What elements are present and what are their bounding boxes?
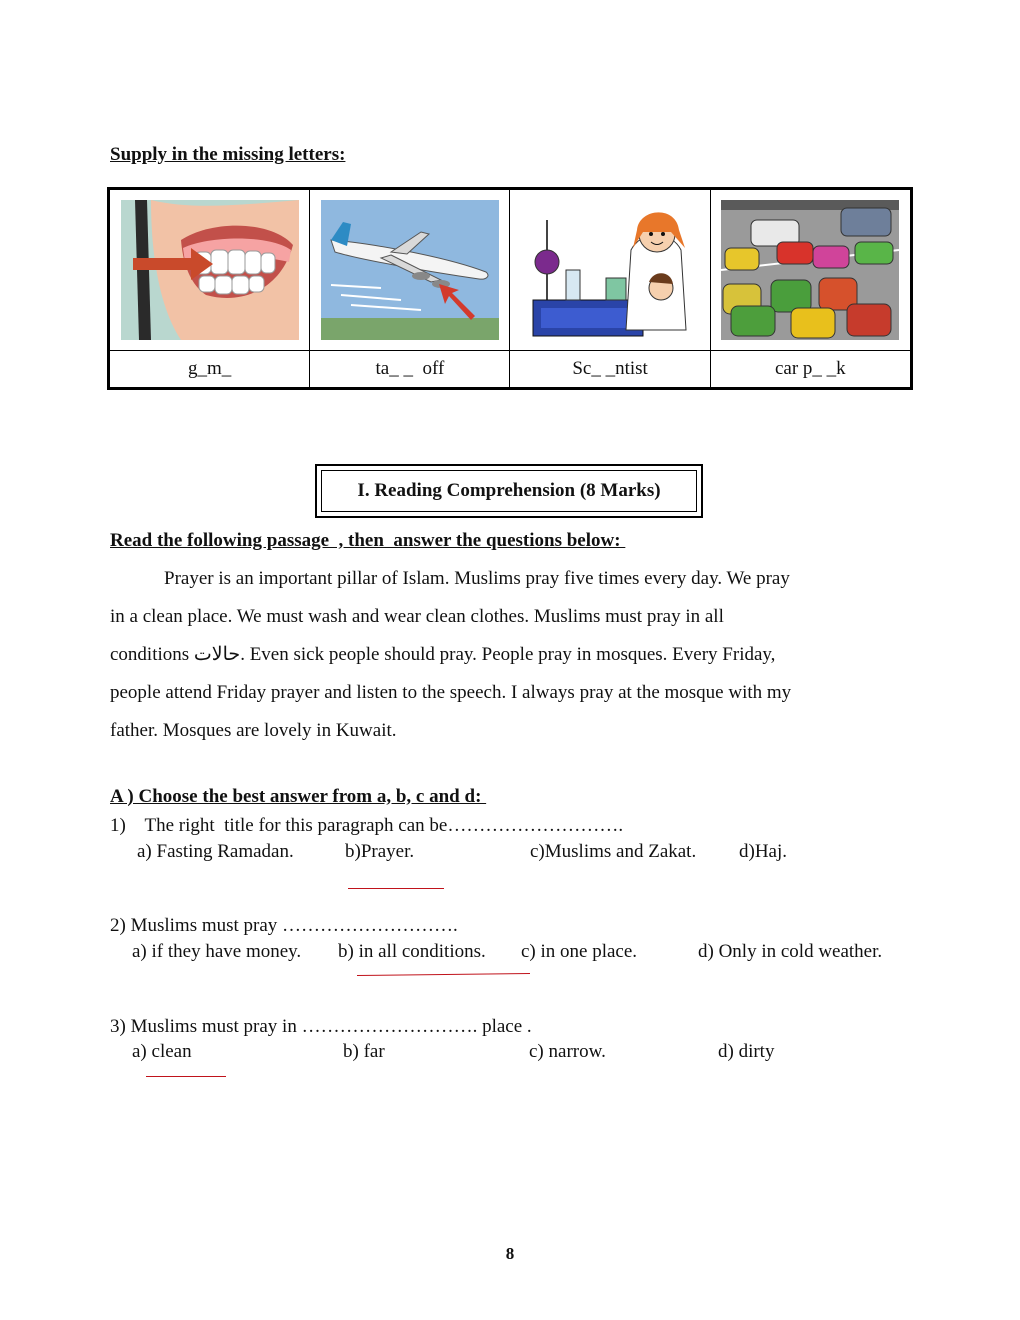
word-cell-4: [710, 351, 911, 389]
word-cell-1: [109, 351, 310, 389]
airplane-icon: [321, 200, 499, 340]
picture-cell-car-park: [710, 189, 911, 351]
missing-word: ta_ _ off: [375, 358, 445, 379]
picture-cell-gum: [109, 189, 310, 351]
missing-word: g_m_: [188, 358, 232, 379]
question-2-stem: 2) Muslims must pray ……………………….: [110, 915, 458, 936]
question-2-option-b: b) in all conditions.: [338, 941, 486, 962]
question-3-option-c: c) narrow.: [529, 1041, 606, 1062]
question-3-option-b: b) far: [343, 1041, 385, 1062]
missing-letters-heading: Supply in the missing letters:: [110, 144, 346, 165]
part-a-heading: A ) Choose the best answer from a, b, c and d:: [110, 786, 487, 807]
word-cell-3: [510, 351, 710, 389]
reading-section-title: I. Reading Comprehension (8 Marks): [321, 470, 697, 512]
missing-word: car p_ _k: [774, 358, 846, 379]
question-2-option-d: d) Only in cold weather.: [698, 941, 883, 962]
passage-line: people attend Friday prayer and listen to the speech. I always pray at the mosque with my: [110, 682, 792, 703]
passage-line: Prayer is an important pillar of Islam. Muslims pray five times every day. We pray: [164, 568, 790, 589]
reading-passage: [110, 560, 910, 750]
word-cell-2: [310, 351, 510, 389]
picture-word-table: [107, 187, 913, 390]
reading-instruction: Read the following passage , then answer the questions below:: [110, 530, 626, 551]
missing-word: Sc_ _ntist: [572, 358, 648, 379]
page-number: 8: [505, 1244, 515, 1263]
question-2-option-a: a) if they have money.: [132, 941, 302, 962]
car-park-icon: [721, 200, 899, 340]
question-2-option-c: c) in one place.: [521, 941, 638, 962]
question-1-stem: 1) The right title for this paragraph can be……………………….: [110, 815, 624, 836]
question-1-option-a: a) Fasting Ramadan.: [137, 841, 294, 862]
passage-line: father. Mosques are lovely in Kuwait.: [110, 720, 397, 741]
reading-section-title-box: [315, 464, 703, 518]
question-3-stem: 3) Muslims must pray in ………………………. place .: [110, 1016, 532, 1037]
answer-underline-mark: [357, 973, 530, 976]
answer-underline-mark: [146, 1076, 226, 1077]
question-3-option-a: a) clean: [132, 1041, 192, 1062]
question-1-option-c: c)Muslims and Zakat.: [530, 841, 697, 862]
passage-line: conditions حالات. Even sick people should pray. People pray in mosques. Every Friday,: [110, 644, 776, 665]
scientist-icon: [521, 200, 699, 340]
question-1-option-b: b)Prayer.: [345, 841, 415, 862]
question-3-option-d: d) dirty: [718, 1041, 775, 1062]
passage-line: in a clean place. We must wash and wear clean clothes. Muslims must pray in all: [110, 606, 724, 627]
picture-cell-scientist: [510, 189, 710, 351]
answer-underline-mark: [348, 888, 444, 889]
question-1-option-d: d)Haj.: [739, 841, 788, 862]
picture-cell-takeoff: [310, 189, 510, 351]
teeth-gum-icon: [121, 200, 299, 340]
